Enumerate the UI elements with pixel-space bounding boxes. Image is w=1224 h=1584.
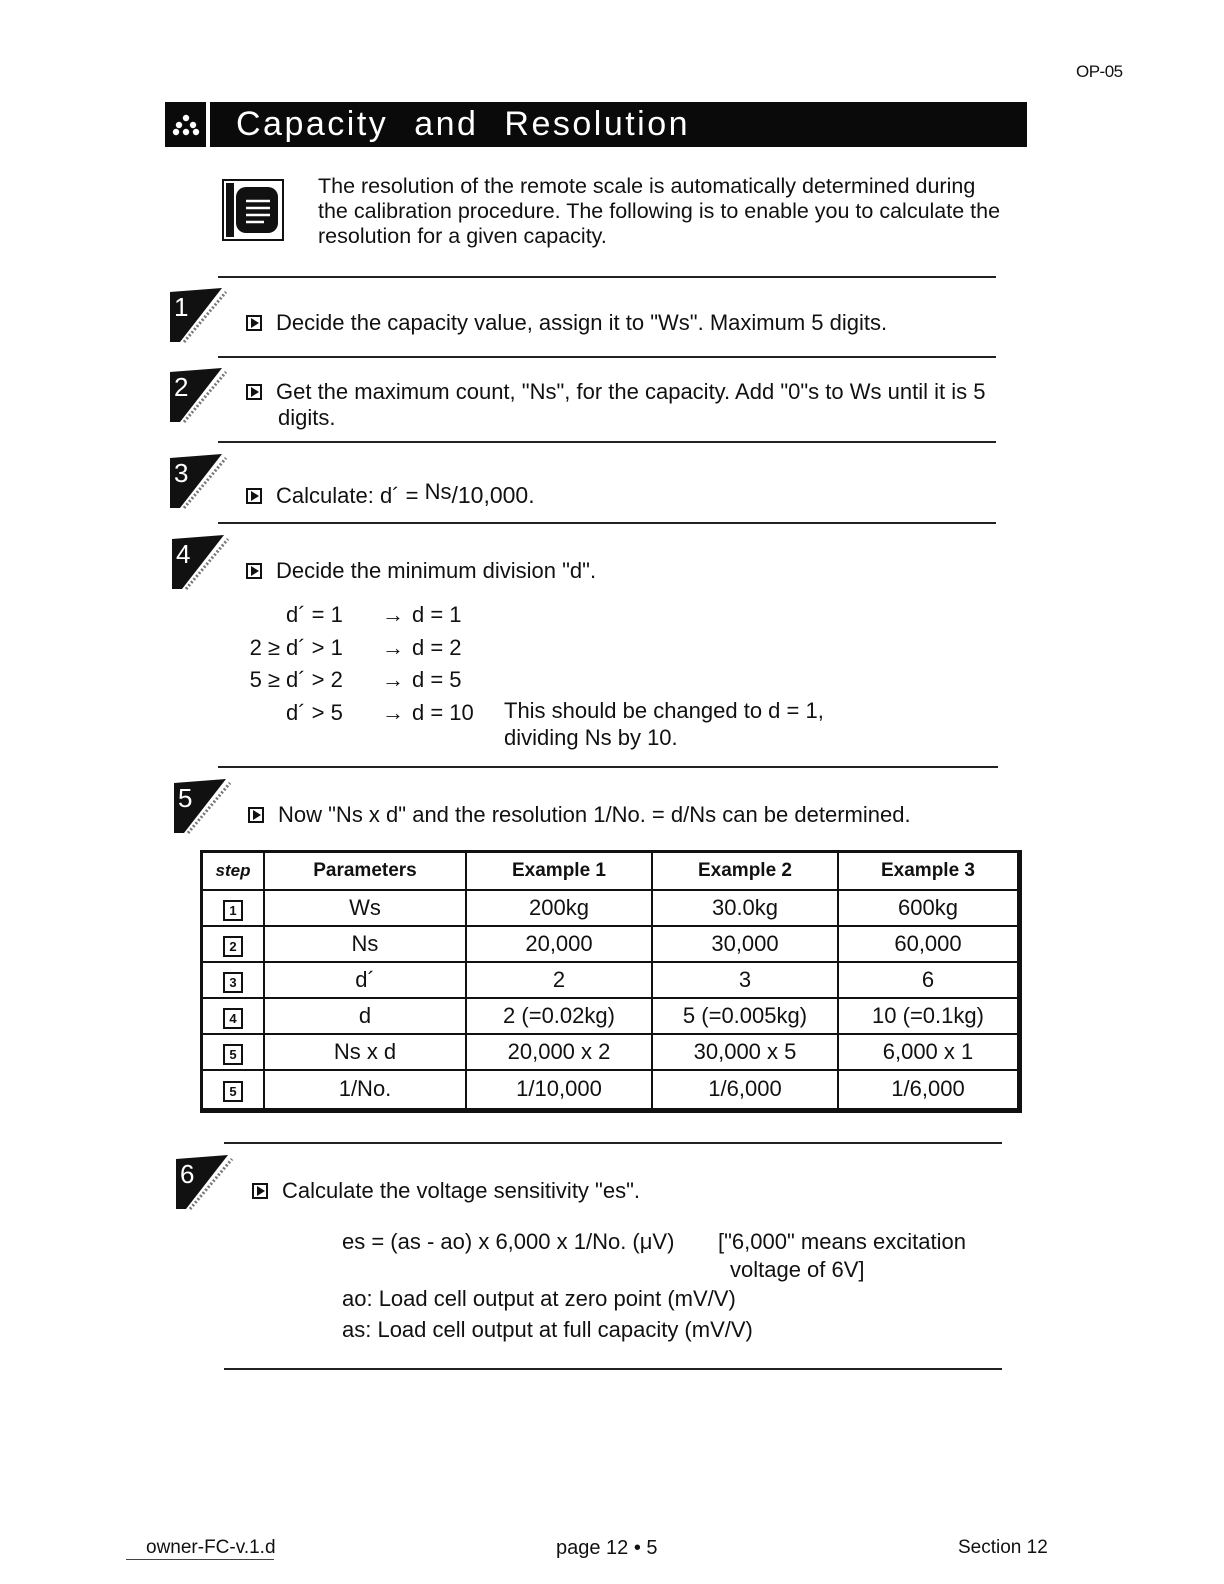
example-cell: 1/6,000 [838,1070,1020,1110]
step-number-box: 5 [223,1081,243,1102]
play-bullet-icon [252,1183,268,1199]
page-title: Capacity and Resolution [236,105,691,143]
step-3-text: Calculate: d´ = Ns/10,000. [246,479,535,509]
division-rule-row: d´ > 5 → d = 10 This should be changed to d = 1, dividing Ns by 10. [286,697,824,750]
formula-note-line-2: voltage of 6V] [730,1257,865,1282]
divider [218,522,996,524]
step-1-badge [166,286,228,344]
divider [218,276,996,278]
step-4-text: Decide the minimum division "d". [246,558,596,584]
footer-section: Section 12 [958,1537,1048,1558]
step-4-number: 4 [176,539,191,569]
param-cell: Ns [264,926,466,962]
header-parameters: Parameters [264,852,466,891]
param-cell: Ns x d [264,1034,466,1070]
section-icon [165,102,210,147]
param-cell: 1/No. [264,1070,466,1110]
step-number-box: 2 [223,936,243,957]
footer-underline [126,1559,274,1560]
example-cell: 30,000 x 5 [652,1034,838,1070]
divider [224,1142,1002,1144]
table-row [202,890,1020,926]
section-title-bar [165,102,1027,147]
step-5-badge [170,777,232,835]
intro-paragraph: The resolution of the remote scale is automatically determined during the calibration procedure. The following is to enable you to calculate the resolution for a given capacity. [318,174,1001,248]
table-row [202,962,1020,998]
table-header-row [202,852,1020,891]
footer-document-id: owner-FC-v.1.d [146,1537,276,1558]
step-1-text: Decide the capacity value, assign it to "Ws". Maximum 5 digits. [246,310,887,336]
example-cell: 1/10,000 [466,1070,652,1110]
step-3-number: 3 [174,458,189,488]
example-cell: 2 [466,962,652,998]
play-bullet-icon [246,488,262,504]
param-cell: d´ [264,962,466,998]
example-cell: 10 (=0.1kg) [838,998,1020,1034]
header-example-1: Example 1 [466,852,652,891]
as-definition: as: Load cell output at full capacity (mV/V) [342,1317,753,1342]
example-cell: 6 [838,962,1020,998]
step-2-text: Get the maximum count, "Ns", for the capacity. Add "0"s to Ws until it is 5 digits. [246,379,1028,431]
step-2-badge [166,366,228,424]
param-cell: Ws [264,890,466,926]
note-icon [222,179,284,241]
step-3-badge [166,452,228,510]
divider [224,1368,1002,1370]
step-5-text: Now "Ns x d" and the resolution 1/No. = d/Ns can be determined. [248,802,911,828]
division-rule-row: d´ = 1 → d = 1 [286,602,462,627]
example-cell: 200kg [466,890,652,926]
example-cell: 30.0kg [652,890,838,926]
divider [218,356,996,358]
example-cell: 20,000 x 2 [466,1034,652,1070]
step-6-text: Calculate the voltage sensitivity "es". [252,1178,640,1204]
param-cell: d [264,998,466,1034]
example-cell: 600kg [838,890,1020,926]
table-row [202,998,1020,1034]
example-cell: 1/6,000 [652,1070,838,1110]
header-example-2: Example 2 [652,852,838,891]
step-1-number: 1 [174,292,189,322]
examples-table [200,850,1022,1113]
example-cell: 2 (=0.02kg) [466,998,652,1034]
example-cell: 20,000 [466,926,652,962]
divider [218,441,996,443]
play-bullet-icon [246,315,262,331]
step-number-box: 1 [223,900,243,921]
play-bullet-icon [246,384,262,400]
step-number-box: 4 [223,1008,243,1029]
division-rule-row: 2 ≥ d´ > 1 → d = 2 [249,634,462,660]
step-2-number: 2 [174,372,189,402]
header-example-3: Example 3 [838,852,1020,891]
step-6-number: 6 [180,1159,195,1189]
step-number-box: 3 [223,972,243,993]
formula-note-line-1: ["6,000" means excitation [718,1229,966,1254]
play-bullet-icon [248,807,264,823]
play-bullet-icon [246,563,262,579]
example-cell: 60,000 [838,926,1020,962]
example-cell: 6,000 x 1 [838,1034,1020,1070]
step-4-badge [168,533,230,591]
table-row [202,926,1020,962]
division-rule-row: 5 ≥ d´ > 2 → d = 5 [249,667,462,692]
example-cell: 5 (=0.005kg) [652,998,838,1034]
voltage-formula: es = (as - ao) x 6,000 x 1/No. (μV) [342,1229,675,1254]
page-code: OP-05 [1076,62,1123,81]
table-row [202,1034,1020,1070]
example-cell: 30,000 [652,926,838,962]
table-row [202,1070,1020,1110]
example-cell: 3 [652,962,838,998]
header-step: step [202,852,265,891]
footer-page-number: page 12 • 5 [556,1537,658,1559]
ao-definition: ao: Load cell output at zero point (mV/V) [342,1286,736,1311]
step-6-badge [172,1153,234,1211]
divider [218,766,998,768]
division-rules [238,599,884,751]
step-number-box: 5 [223,1044,243,1065]
step-5-number: 5 [178,783,193,813]
